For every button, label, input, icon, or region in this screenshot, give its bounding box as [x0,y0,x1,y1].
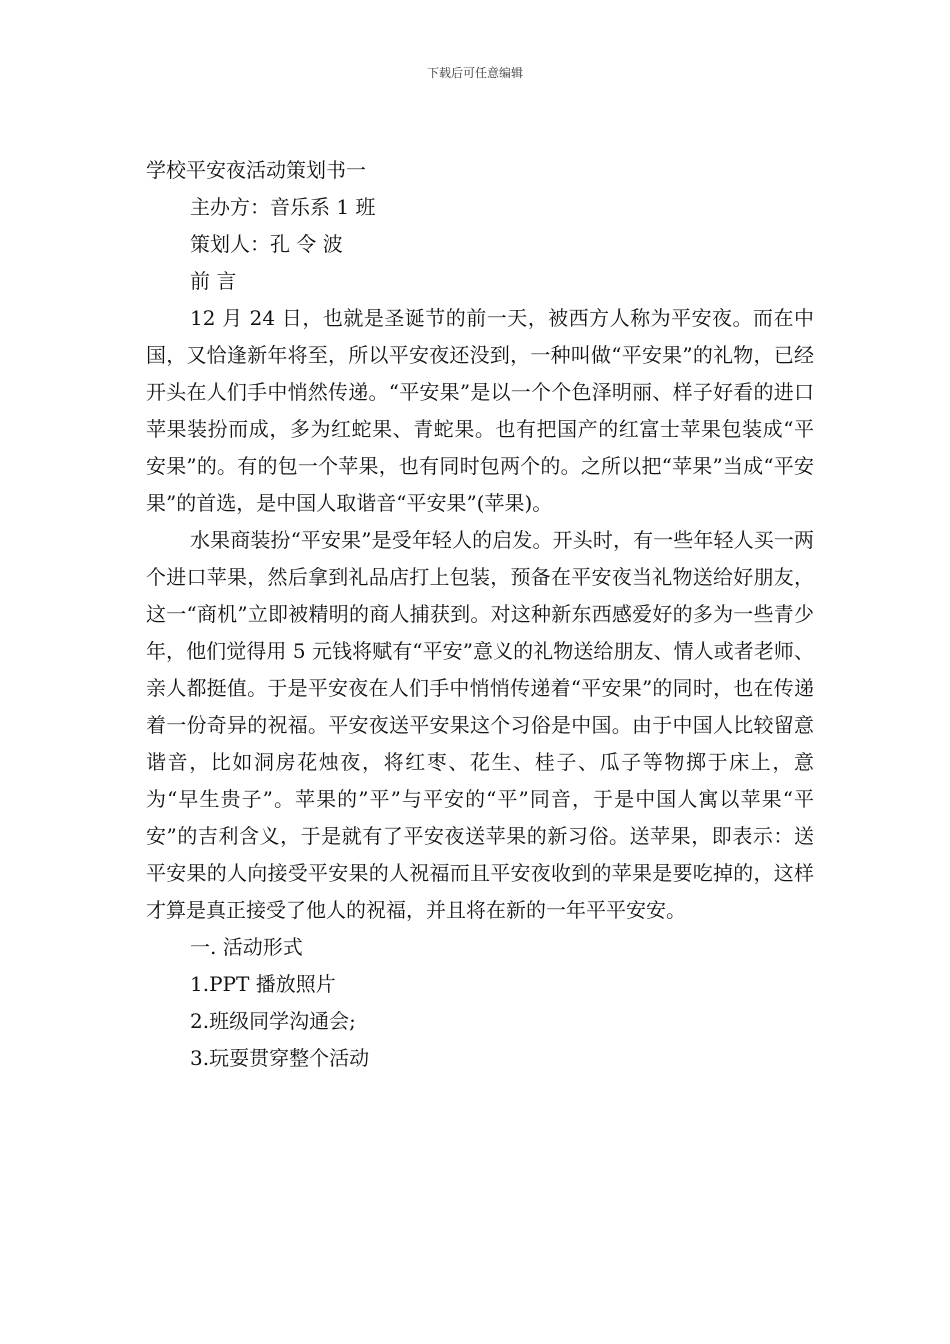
organizer-line: 主办方：音乐系 1 班 [190,195,376,219]
header-note: 下载后可任意编辑 [426,66,523,80]
document-body [146,152,814,1077]
preface-heading: 前 言 [190,269,237,293]
paragraph: 12 月 24 日，也就是圣诞节的前一天，被西方人称为平安夜。而在中国，又恰逢新年将至，所以平安夜还没到，一种叫做“平安果”的礼物，已经开头在人们手中悄然传递。“平安果”是以一个个色泽明丽、样子好看的进口苹果装扮而成，多为红蛇果、青蛇果。也有把国产的红富士苹果包装成“平安果”的。有的包一个苹果，也有同时包两个的。之所以把“苹果”当成“平安果”的首选，是中国人取谐音“平安果”(苹果)。 [146,306,814,515]
list-item: 2.班级同学沟通会; [190,1009,356,1033]
list-item: 3.玩耍贯穿整个活动 [190,1046,370,1070]
list-item: 1.PPT 播放照片 [190,972,336,996]
paragraph: 水果商装扮“平安果”是受年轻人的启发。开头时，有一些年轻人买一两个进口苹果，然后拿到礼品店打上包装，预备在平安夜当礼物送给好朋友，这一“商机”立即被精明的商人捕获到。对这种新东西感爱好的多为一些青少年，他们觉得用 5 元钱将赋有“平安”意义的礼物送给朋友、情人或者老师、亲人都挺值。于是平安夜在人们手中悄悄传递着“平安果”的同时，也在传递着一份奇异的祝福。平安夜送平安果这个习俗是中国。由于中国人比较留意谐音，比如洞房花烛夜，将红枣、花生、桂子、瓜子等物掷于床上，意为“早生贵子”。苹果的”平”与平安的“平”同音，于是中国人寓以苹果“平安”的吉利含义，于是就有了平安夜送苹果的新习俗。送苹果，即表示：送平安果的人向接受平安果的人祝福而且平安夜收到的苹果是要吃掉的，这样才算是真正接受了他人的祝福，并且将在新的一年平平安安。 [146,528,814,922]
planner-line: 策划人：孔 令 波 [190,232,343,256]
section-heading: 一. 活动形式 [190,935,303,959]
document-title: 学校平安夜活动策划书一 [146,158,366,182]
